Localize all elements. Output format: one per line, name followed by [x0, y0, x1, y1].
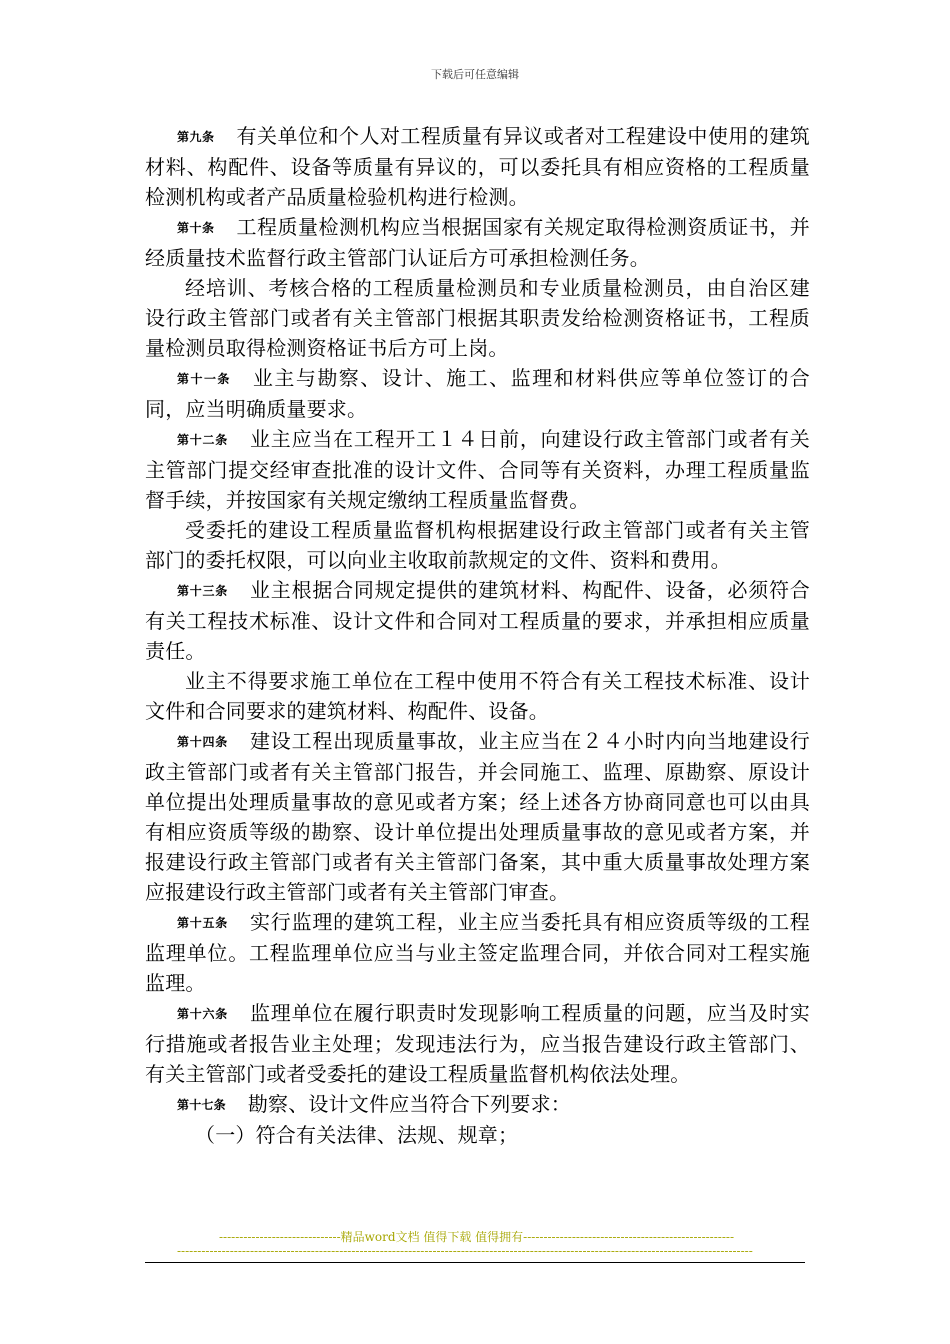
article-number: 第十条	[177, 221, 215, 235]
article-10-clause-2: 经培训、考核合格的工程质量检测员和专业质量检测员，由自治区建设行政主管部门或者有关主管部门根据其职责发给检测资格证书，工程质量检测员取得检测资格证书后方可上岗。	[145, 276, 810, 360]
article-text: 工程质量检测机构应当根据国家有关规定取得检测资质证书，并经质量技术监督行政主管部门认证后方可承担检测任务。	[145, 215, 810, 270]
article-9	[145, 121, 810, 212]
article-text: 勘察、设计文件应当符合下列要求：	[247, 1092, 572, 1116]
article-number: 第十六条	[177, 1007, 229, 1021]
footer-dash-line: ----------------------------------------------------------------------------------------------------------------------------------------------	[177, 1244, 753, 1258]
footer-rule	[145, 1262, 805, 1263]
article-number: 第十一条	[177, 372, 231, 386]
article-number: 第十四条	[177, 735, 229, 749]
article-17	[145, 1089, 810, 1120]
article-number: 第十五条	[177, 916, 229, 930]
article-text: 业主应当在工程开工１４日前，向建设行政主管部门或者有关主管部门提交经审查批准的设计文件、合同等有关资料，办理工程质量监督手续，并按国家有关规定缴纳工程质量监督费。	[145, 427, 810, 512]
document-body	[145, 121, 810, 1150]
article-number: 第十二条	[177, 433, 229, 447]
article-text: 监理单位在履行职责时发现影响工程质量的问题，应当及时实行措施或者报告业主处理；发现违法行为，应当报告建设行政主管部门、有关主管部门或者受委托的建设工程质量监督机构依法处理。	[145, 1001, 810, 1086]
page-header: 下载后可任意编辑	[431, 68, 519, 81]
article-12-clause-2: 受委托的建设工程质量监督机构根据建设行政主管部门或者有关主管部门的委托权限，可以向业主收取前款规定的文件、资料和费用。	[145, 518, 810, 572]
article-text: 实行监理的建筑工程，业主应当委托具有相应资质等级的工程监理单位。工程监理单位应当与业主签定监理合同，并依合同对工程实施监理。	[145, 910, 810, 995]
article-text: 业主根据合同规定提供的建筑材料、构配件、设备，必须符合有关工程技术标准、设计文件和合同对工程质量的要求，并承担相应质量责任。	[145, 578, 810, 663]
article-number: 第十三条	[177, 584, 229, 598]
article-11	[145, 363, 810, 424]
article-13	[145, 575, 810, 666]
article-16	[145, 998, 810, 1089]
article-17-item-1: （一）符合有关法律、法规、规章；	[195, 1123, 519, 1147]
footer-watermark-line: ------------------------------精品word文档 值得下载 值得拥有----------------------------------------------------	[218, 1230, 735, 1244]
article-text: 建设工程出现质量事故，业主应当在２４小时内向当地建设行政主管部门或者有关主管部门报告，并会同施工、监理、原勘察、原设计单位提出处理质量事故的意见或者方案；经上述各方协商同意也可以由具有相应资质等级的勘察、设计单位提出处理质量事故的意见或者方案，并报建设行政主管部门或者有关主管部门备案，其中重大质量事故处理方案应报建设行政主管部门或者有关主管部门审查。	[145, 729, 810, 904]
article-15	[145, 907, 810, 998]
article-number: 第十七条	[177, 1098, 226, 1112]
article-text: 业主与勘察、设计、施工、监理和材料供应等单位签订的合同，应当明确质量要求。	[145, 366, 810, 421]
article-number: 第九条	[177, 130, 215, 144]
article-12	[145, 424, 810, 515]
article-10	[145, 212, 810, 273]
article-13-clause-2: 业主不得要求施工单位在工程中使用不符合有关工程技术标准、设计文件和合同要求的建筑材料、构配件、设备。	[145, 669, 810, 723]
article-text: 有关单位和个人对工程质量有异议或者对工程建设中使用的建筑材料、构配件、设备等质量有异议的，可以委托具有相应资格的工程质量检测机构或者产品质量检验机构进行检测。	[145, 124, 810, 209]
article-14	[145, 726, 810, 907]
